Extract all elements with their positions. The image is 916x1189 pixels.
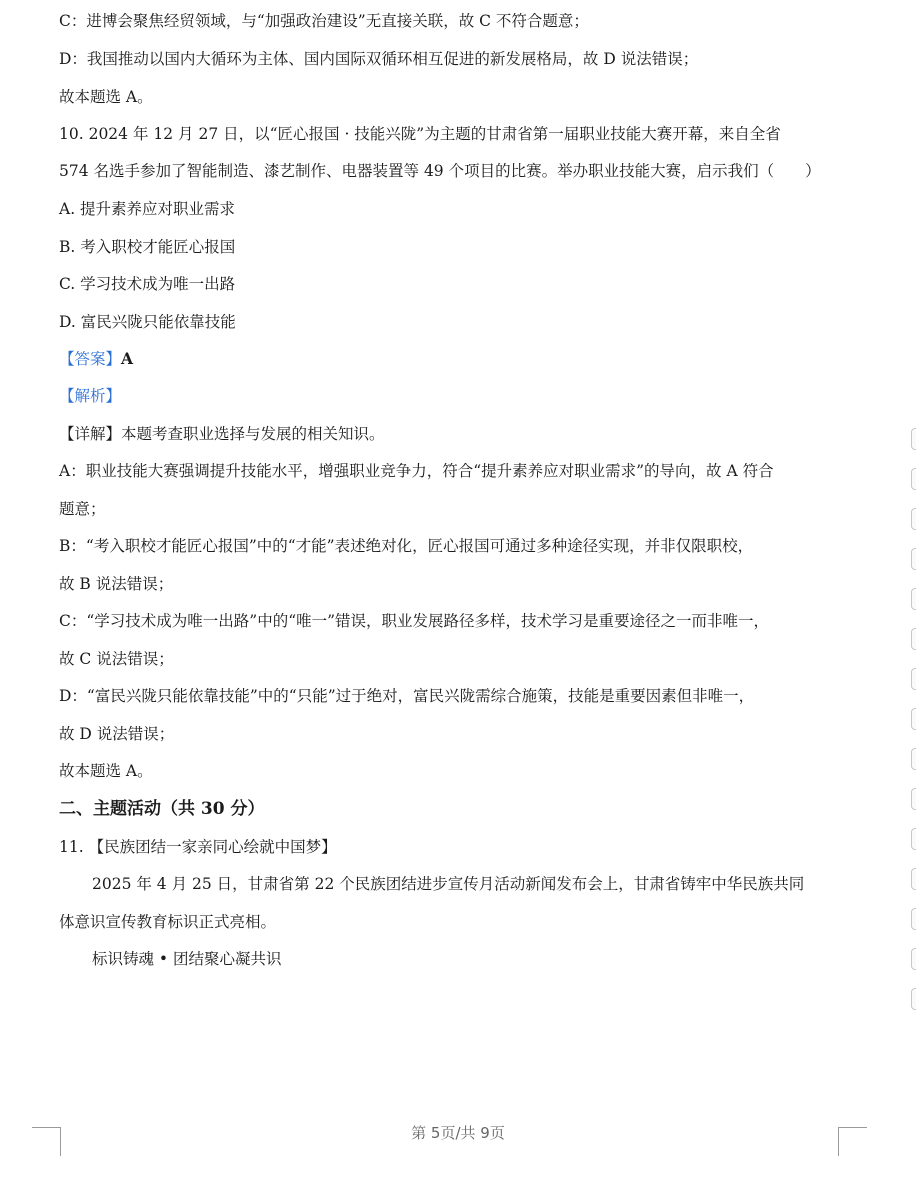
option-d-analysis-prev: D：我国推动以国内大循环为主体、国内国际双循环相互促进的新发展格局，故 D 说法错误； [59, 50, 699, 68]
edge-tab [911, 988, 916, 1010]
edge-tab [911, 908, 916, 930]
option-b: B. 考入职校才能匠心报国 [59, 238, 236, 256]
edge-tab [911, 708, 916, 730]
page-number: 第 5页/共 9页 [411, 1124, 505, 1142]
edge-tab [911, 828, 916, 850]
edge-tab [911, 548, 916, 570]
material-subtitle: 标识铸魂 • 团结聚心凝共识 [92, 950, 282, 968]
edge-tab [911, 788, 916, 810]
question-10-stem-line2: 574 名选手参加了智能制造、漆艺制作、电器装置等 49 个项目的比赛。举办职业技能大赛，启示我们（ ） [59, 162, 821, 180]
option-d: D. 富民兴陇只能依靠技能 [59, 313, 236, 331]
edge-tab [911, 748, 916, 770]
edge-tab [911, 868, 916, 890]
option-c: C. 学习技术成为唯一出路 [59, 275, 236, 293]
edge-tab [911, 948, 916, 970]
answer-value: A [121, 349, 134, 368]
analysis-label: 【解析】 [59, 387, 122, 405]
explain-d-line2: 故 D 说法错误； [59, 725, 175, 743]
edge-tab [911, 668, 916, 690]
material-paragraph-line1: 2025 年 4 月 25 日，甘肃省第 22 个民族团结进步宣传月活动新闻发布会上，甘肃省铸牢中华民族共同 [92, 875, 805, 893]
explain-d-line1: D：“富民兴陇只能依靠技能”中的“只能”过于绝对，富民兴陇需综合施策，技能是重要因素但非唯一， [59, 687, 755, 705]
explain-a-line2: 题意； [59, 500, 106, 518]
section-heading: 二、主题活动（共 30 分） [59, 799, 265, 819]
question-11-title: 11. 【民族团结一家亲同心绘就中国梦】 [59, 838, 337, 856]
edge-tab [911, 508, 916, 530]
crop-mark-right [838, 1127, 867, 1156]
option-a: A. 提升素养应对职业需求 [59, 200, 236, 218]
answer [59, 349, 846, 369]
explain-a-line1: A：职业技能大赛强调提升技能水平，增强职业竞争力，符合“提升素养应对职业需求”的导向，故 A 符合 [59, 462, 774, 480]
material-paragraph-line2: 体意识宣传教育标识正式亮相。 [59, 913, 277, 931]
edge-tab [911, 588, 916, 610]
explain-b-line2: 故 B 说法错误； [59, 575, 174, 593]
answer-label: 【答案】 [59, 350, 122, 368]
prev-conclusion: 故本题选 A。 [59, 88, 153, 106]
question-10-stem-line1: 10. 2024 年 12 月 27 日，以“匠心报国 · 技能兴陇”为主题的甘肃省第一届职业技能大赛开幕，来自全省 [59, 125, 781, 143]
conclusion: 故本题选 A。 [59, 762, 153, 780]
option-c-analysis-prev: C：进博会聚焦经贸领域，与“加强政治建设”无直接关联，故 C 不符合题意； [59, 12, 589, 30]
edge-tab [911, 628, 916, 650]
explain-c-line1: C：“学习技术成为唯一出路”中的“唯一”错误，职业发展路径多样，技术学习是重要途径之一而非唯一， [59, 612, 770, 630]
edge-tab [911, 468, 916, 490]
edge-tab [911, 428, 916, 450]
crop-mark-left [32, 1127, 61, 1156]
detail-intro: 【详解】本题考查职业选择与发展的相关知识。 [59, 425, 385, 443]
explain-b-line1: B：“考入职校才能匠心报国”中的“才能”表述绝对化，匠心报国可通过多种途径实现，并非仅限职校， [59, 537, 754, 555]
explain-c-line2: 故 C 说法错误； [59, 650, 174, 668]
